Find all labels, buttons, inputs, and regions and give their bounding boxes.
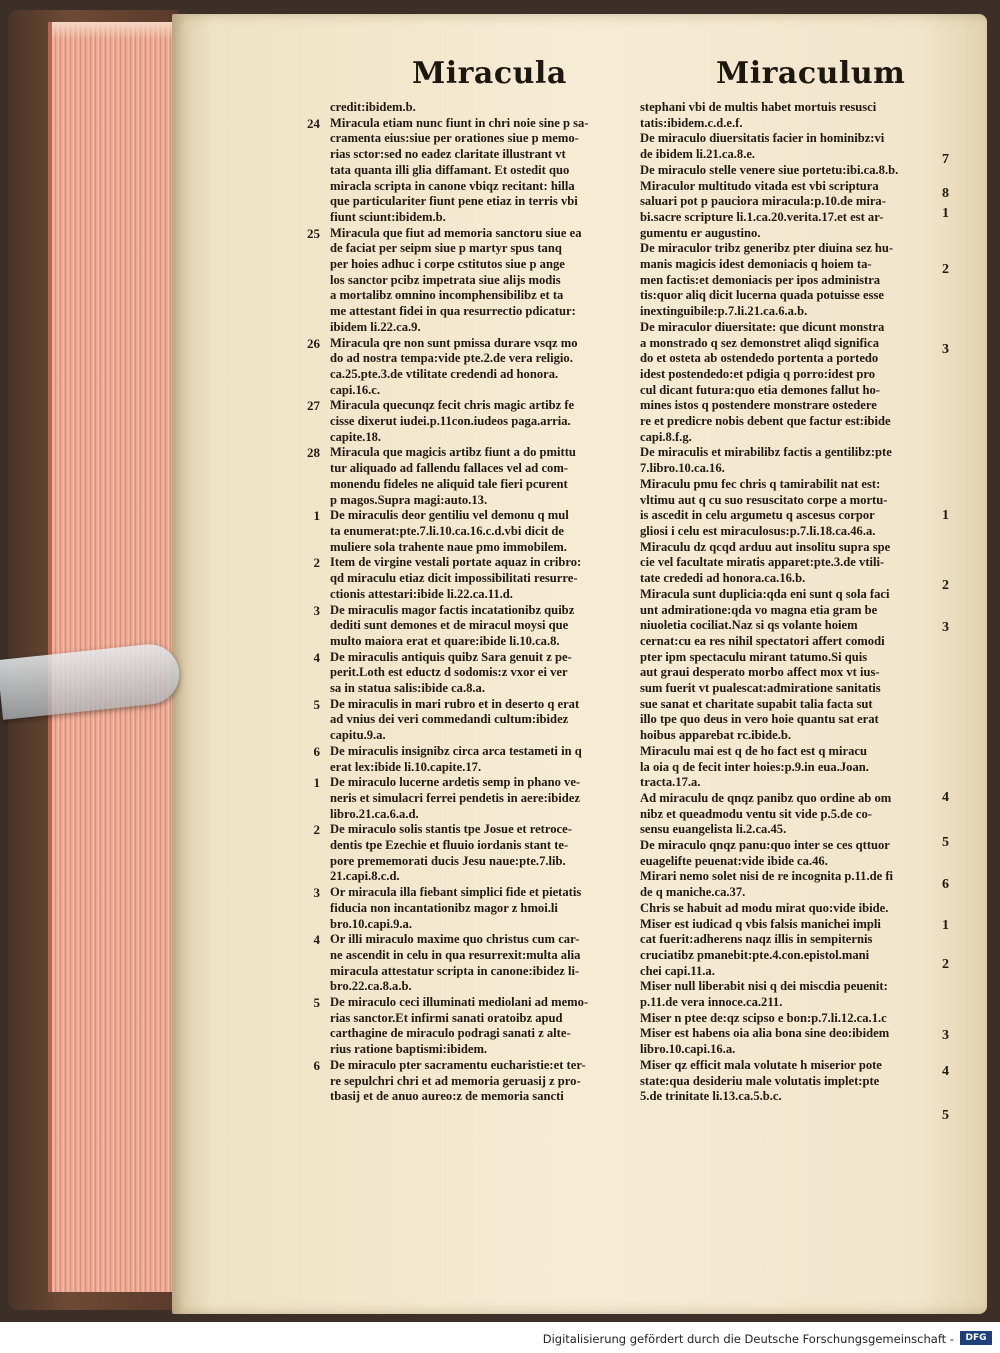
index-entry — [640, 100, 936, 131]
entry-text: De miraculo pter sacramentu eucharistie:et ter- re sepulchri chri et ad memoria geruasij z pro- tbasij et de anuo aureo:z de memoria sancti — [330, 1057, 586, 1104]
index-entry — [296, 932, 632, 995]
entry-number: 24 — [307, 115, 320, 131]
index-entry — [640, 477, 936, 540]
footer-text: Digitalisierung gefördert durch die Deutsche Forschungsgemeinschaft - — [542, 1332, 954, 1346]
index-entry — [296, 445, 632, 508]
entry-text: De miraculo diuersitatis facier in hominibz:vi de ibidem li.21.ca.8.e. — [640, 131, 885, 162]
entry-number: 3 — [313, 885, 320, 901]
index-entry — [296, 744, 632, 775]
entry-text: Miracula quecunqz fecit chris magic artibz fe cisse dixerut iudei.p.11con.iudeos paga.arria. capite.18. — [330, 398, 575, 444]
entry-text: Or illi miraculo maxime quo christus cum car- ne ascendit in celu in qua resurrexit:multa alia miracula attestatur scripta in canone:ibidez li- bro.22.ca.8.a.b. — [330, 932, 581, 994]
entry-text: stephani vbi de multis habet mortuis resusci tatis:ibidem.c.d.e.f. — [640, 100, 877, 130]
margin-number: 2 — [942, 957, 949, 972]
index-entry — [296, 822, 632, 885]
entry-text: De miraculis deor gentiliu vel demonu q mul ta enumerat:pte.7.li.10.ca.16.c.d.vbi dicit de muliere sola trahente naue pmo immobilem. — [330, 508, 569, 554]
margin-number: 1 — [942, 918, 949, 933]
entry-text: Mirari nemo solet nisi de re incognita p.11.de fi de q maniche.ca.37. — [640, 869, 894, 900]
index-entry — [640, 1011, 936, 1027]
entry-text: De miraculis antiquis quibz Sara genuit z pe- perit.Loth est eductz d sodomis:z vxor ei ver sa in statua salis:ibide ca.8.a. — [330, 649, 572, 696]
index-entry — [640, 131, 936, 162]
index-entry — [296, 398, 632, 445]
margin-number: 2 — [942, 262, 949, 277]
entry-text: De miraculis insignibz circa arca testameti in q erat lex:ibide li.10.capite.17. — [330, 743, 582, 774]
index-entry — [296, 100, 632, 116]
index-entry — [296, 116, 632, 226]
entry-text: Ad miraculu de qnqz panibz quo ordine ab om nibz et queadmodu ventu sit vide p.5.de co- sensu euangelista li.2.ca.45. — [640, 790, 892, 837]
entry-number: 26 — [307, 335, 320, 351]
entry-text: Miraculu mai est q de ho fact est q miracu la oia q de fecit inter hoies:p.9.in eua.Joan. tracta.17.a. — [640, 743, 869, 790]
entry-number: 6 — [313, 1057, 320, 1073]
margin-number: 5 — [942, 1108, 949, 1123]
entry-text: Miracula qre non sunt pmissa durare vsqz mo do ad nostra tempa:vide pte.2.de vera religio. ca.25.pte.3.de vtilitate credendi ad honora. capi.16.c. — [330, 335, 578, 397]
margin-number: 3 — [942, 620, 949, 635]
margin-number: 8 — [942, 186, 949, 201]
entry-text: De miraculor tribz generibz pter diuina sez hu- manis magicis idest demoniacis q hoiem ta- men factis:et demoniacis per ipos administra tis:quor aliq dicit lucerna quada potuisse esse inextinguibile:p.7.li.21.ca.6.a.b. — [640, 241, 894, 319]
entry-number: 28 — [307, 445, 320, 461]
entry-number: 2 — [313, 822, 320, 838]
entry-text: De miraculor diuersitate: que dicunt monstra a monstrado q sez demonstret aliqd significa do et osteta ab ostendedo portenta a portedo idest postendedo:et pdigia q porro:idest pro cul dicant futura:quo etia demones fallut ho- mines istos q postendere monstrare ostedere re et predicre nobis debent que factur est:ibide capi.8.f.g. — [640, 319, 891, 444]
index-entry — [640, 917, 936, 980]
index-entry — [296, 336, 632, 399]
index-entry — [640, 1058, 936, 1105]
entry-number: 25 — [307, 225, 320, 241]
margin-number: 1 — [942, 508, 949, 523]
index-entry — [296, 995, 632, 1058]
entry-text: De miraculo qnqz panu:quo inter se ces qttuor euagelifte peuenat:vide ibide ca.46. — [640, 838, 890, 868]
entry-text: De miraculis et mirabilibz factis a gentilibz:pte 7.libro.10.ca.16. — [640, 445, 892, 476]
index-entry — [640, 587, 936, 744]
entry-text: Miracula que fiut ad memoria sanctoru siue ea de faciat per seipm siue p martyr spus tanq per hoies adhuc i corpe cstitutos siue p ange los sanctor pcibz impetrata siue alijs modis a mortalibz omnino incomphensibilibz et ta me attestant fidei in qua resurrectio pdicatur: ibidem li.22.ca.9. — [330, 225, 582, 334]
entry-number: 2 — [313, 555, 320, 571]
entry-text: Miraculu dz qcqd arduu aut insolitu supra spe cie vel facultate miratis apparet:pte.3.de vtili- tate crededi ad honora.ca.16.b. — [640, 539, 891, 586]
entry-number: 4 — [313, 932, 320, 948]
index-entry — [296, 603, 632, 650]
index-entry — [296, 697, 632, 744]
index-entry — [640, 791, 936, 838]
index-entry — [296, 226, 632, 336]
margin-number: 5 — [942, 835, 949, 850]
index-entry — [640, 901, 936, 917]
index-entry — [640, 838, 936, 869]
dfg-logo: DFG — [960, 1331, 992, 1345]
running-head-right: Miraculum — [716, 56, 906, 91]
entry-text: De miraculo lucerne ardetis semp in phano ve- neris et simulacri ferrei pendetis in aere:ibidez libro.21.ca.6.a.d. — [330, 775, 581, 821]
margin-number: 1 — [942, 206, 949, 221]
entry-number: 1 — [313, 508, 320, 524]
entry-text: Miser est habens oia alia bona sine deo:ibidem libro.10.capi.16.a. — [640, 1026, 890, 1057]
entry-text: Miraculor multitudo vitada est vbi scriptura saluari pot p pauciora miracula:p.10.de mira- bi.sacre scripture li.1.ca.20.verita.17.et est ar- gumentu er augustino. — [640, 178, 886, 240]
entry-number: 4 — [313, 649, 320, 665]
index-entry — [296, 508, 632, 555]
entry-text: De miraculo stelle venere siue portetu:ibi.ca.8.b. — [640, 162, 899, 177]
index-entry — [640, 241, 936, 320]
index-entry — [640, 869, 936, 900]
right-column — [640, 100, 936, 1105]
entry-text: Miracula que magicis artibz fiunt a do pmittu tur aliquado ad fallendu fallaces vel ad com- monendu fideles ne aliquid tale fieri pcurent p magos.Supra magi:auto.13. — [330, 445, 576, 507]
entry-number: 1 — [313, 775, 320, 791]
index-entry — [296, 885, 632, 932]
margin-number: 3 — [942, 342, 949, 357]
entry-text: Miracula etiam nunc fiunt in chri noie sine p sa- cramenta eius:siue per orationes siue p memo- rias sctor:sed no eadez claritate illustrant vt tata quanta illi glia diffamant. Et ostedit quo miracla scripta in canone vbiqz recitant: hilla que particulariter fiunt pene etiaz in terris vbi fiunt sciunt:ibidem.b. — [330, 115, 589, 224]
index-entry — [640, 744, 936, 791]
entry-text: credit:ibidem.b. — [330, 100, 416, 114]
entry-text: Miser null liberabit nisi q dei miscdia peuenit: p.11.de vera innoce.ca.211. — [640, 979, 888, 1010]
margin-number: 4 — [942, 790, 949, 805]
entry-text: De miraculis in mari rubro et in deserto q erat ad vnius dei veri commedandi cultum:ibidez capitu.9.a. — [330, 696, 580, 743]
left-column — [296, 100, 632, 1105]
entry-text: Miraculu pmu fec chris q tamirabilit nat est: vltimu aut q cu suo resuscitato corpe a mortu- is ascedit in celu argumetu q ascesus corpor gliosi i celu est miraculosus:p.7.li.18.ca.46.a. — [640, 476, 888, 538]
margin-number: 4 — [942, 1064, 949, 1079]
entry-text: Miser est iudicad q vbis falsis manichei impli cat fuerit:adherens naqz illis in sempiternis cruciatibz pmanebit:pte.4.con.epistol.mani chei capi.11.a. — [640, 916, 881, 978]
index-entry — [296, 1058, 632, 1105]
margin-number: 6 — [942, 877, 949, 892]
index-entry — [296, 555, 632, 602]
entry-text: Miser n ptee de:qz scipso e bon:p.7.li.12.ca.1.c — [640, 1010, 887, 1025]
entry-text: De miraculo ceci illuminati mediolani ad memo- rias sanctor.Et infirmi sanati oratoibz apud carthagine de miraculo podragi sanati z alte- rius ratione baptismi:ibidem. — [330, 995, 589, 1057]
entry-text: Or miracula illa fiebant simplici fide et pietatis fiducia non incantationibz magor z hmoi.li bro.10.capi.9.a. — [330, 885, 582, 931]
index-entry — [640, 320, 936, 446]
index-entry — [640, 163, 936, 179]
index-entry — [640, 445, 936, 476]
running-head-left: Miracula — [412, 56, 567, 91]
margin-number: 2 — [942, 578, 949, 593]
margin-number: 7 — [942, 152, 949, 167]
index-entry — [640, 179, 936, 242]
entry-text: De miraculo solis stantis tpe Josue et retroce- dentis tpe Ezechie et fluuio iordanis stant te- pore prememorati ducis Jesu naue:pte.7.lib. 21.capi.8.c.d. — [330, 822, 572, 884]
index-entry — [640, 1026, 936, 1057]
margin-number: 3 — [942, 1028, 949, 1043]
entry-text: De miraculis magor factis incatationibz quibz dediti sunt demones et de miracul moysi que multo maiora erat et quare:ibide li.10.ca.8. — [330, 602, 575, 648]
entry-text: Chris se habuit ad modu mirat quo:vide ibide. — [640, 900, 889, 915]
index-entry — [296, 775, 632, 822]
entry-text: Item de virgine vestali portate aquaz in cribro: qd miraculu etiaz dicit impossibilitati resurre- ctionis attestari:ibide li.22.ca.11.d. — [330, 555, 582, 601]
entry-number: 27 — [307, 398, 320, 414]
entry-text: Miracula sunt duplicia:qda eni sunt q sola faci unt admiratione:qda vo magna etia gram be niuoletia cociliat.Naz si qs volante hoiem cernat:cu ea res nihil spectatori affert comodi pter ipm spectaculu mirant tatumo.Si quis aut graui desperato morbo affect mox vt ius- sum fuerit vt pualescat:admiratione sanitatis sue sanat et charitate supabit talia facta sut illo tpe quo deus in vero hoie quantu sat erat hoibus apparebat rc.ibide.b. — [640, 586, 890, 743]
entry-number: 3 — [313, 602, 320, 618]
entry-number: 5 — [313, 995, 320, 1011]
entry-text: Miser qz efficit mala volutate h miserior pote state:qua desideriu male volutatis implet:pte 5.de trinitate li.13.ca.5.b.c. — [640, 1057, 882, 1104]
entry-number: 5 — [313, 696, 320, 712]
footer-bar — [0, 1322, 1000, 1353]
index-entry — [640, 540, 936, 587]
index-entry — [296, 650, 632, 697]
entry-number: 6 — [313, 743, 320, 759]
index-entry — [640, 979, 936, 1010]
